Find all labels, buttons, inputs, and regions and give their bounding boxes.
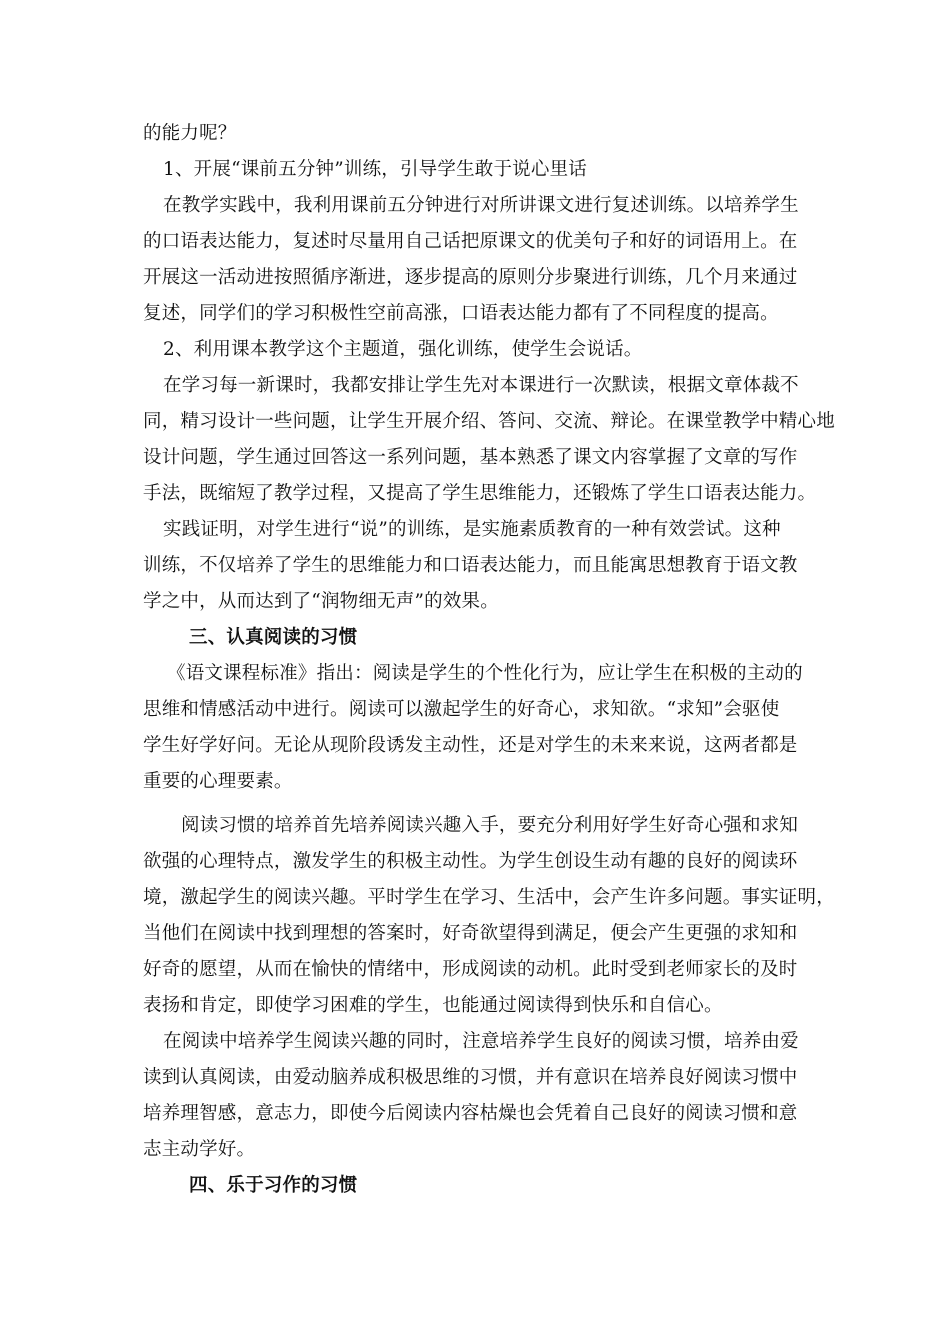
text-line: 欲强的心理特点，激发学生的积极主动性。为学生创设生动有趣的良好的阅读环 <box>143 851 798 872</box>
text-line: 培养理智感，意志力，即使今后阅读内容枯燥也会凭着自己良好的阅读习惯和意 <box>143 1103 798 1124</box>
text-line: 复述，同学们的学习积极性空前高涨，口语表达能力都有了不同程度的提高。 <box>143 303 779 324</box>
text-line: 阅读习惯的培养首先培养阅读兴趣入手，要充分利用好学生好奇心强和求知 <box>181 815 799 836</box>
text-line: 同，精习设计一些问题，让学生开展介绍、答问、交流、辩论。在课堂教学中精心地 <box>143 411 835 432</box>
text-line: 学生好学好问。无论从现阶段诱发主动性，还是对学生的未来来说，这两者都是 <box>143 735 798 756</box>
text-line: 在教学实践中，我利用课前五分钟进行对所讲课文进行复述训练。以培养学生 <box>163 195 799 216</box>
paragraph-gap <box>143 800 807 808</box>
subsection-title: 2、利用课本教学这个主题道，强化训练，使学生会说话。 <box>163 339 643 360</box>
text-line: 开展这一活动进按照循序渐进，逐步提高的原则分步聚进行训练，几个月来通过 <box>143 267 798 288</box>
text-line: 境，激起学生的阅读兴趣。平时学生在学习、生活中，会产生许多问题。事实证明， <box>143 887 835 908</box>
subsection-title: 1、开展“课前五分钟”训练，引导学生敢于说心里话 <box>163 159 587 180</box>
text-line: 设计问题，学生通过回答这一系列问题，基本熟悉了课文内容掌握了文章的写作 <box>143 447 798 468</box>
text-line: 训练，不仅培养了学生的思维能力和口语表达能力，而且能寓思想教育于语文教 <box>143 555 798 576</box>
text-line: 志主动学好。 <box>143 1139 256 1160</box>
text-line: 学之中，从而达到了“润物细无声”的效果。 <box>143 591 499 612</box>
text-line: 当他们在阅读中找到理想的答案时，好奇欲望得到满足，便会产生更强的求知和 <box>143 923 798 944</box>
text-line: 表扬和肯定，即使学习困难的学生，也能通过阅读得到快乐和自信心。 <box>143 995 723 1016</box>
text-line: 的能力呢？ <box>143 123 237 144</box>
text-line: 好奇的愿望，从而在愉快的情绪中，形成阅读的动机。此时受到老师家长的及时 <box>143 959 798 980</box>
text-line: 在学习每一新课时，我都安排让学生先对本课进行一次默读，根据文章体裁不 <box>163 375 799 396</box>
text-line: 读到认真阅读，由爱动脑养成积极思维的习惯，并有意识在培养良好阅读习惯中 <box>143 1067 798 1088</box>
text-line: 手法，既缩短了教学过程，又提高了学生思维能力，还锻炼了学生口语表达能力。 <box>143 483 817 504</box>
text-line: 《语文课程标准》指出：阅读是学生的个性化行为，应让学生在积极的主动的 <box>167 663 803 684</box>
text-line: 实践证明，对学生进行“说”的训练，是实施素质教育的一种有效尝试。这种 <box>163 519 781 540</box>
text-line: 的口语表达能力，复述时尽量用自己话把原课文的优美句子和好的词语用上。在 <box>143 231 798 252</box>
section-heading: 三、认真阅读的习惯 <box>189 627 358 648</box>
document-body <box>143 116 835 1204</box>
section-heading: 四、乐于习作的习惯 <box>189 1175 358 1196</box>
text-line: 思维和情感活动中进行。阅读可以激起学生的好奇心，求知欲。“求知”会驱使 <box>143 699 780 720</box>
text-line: 重要的心理要素。 <box>143 771 293 792</box>
text-line: 在阅读中培养学生阅读兴趣的同时，注意培养学生良好的阅读习惯，培养由爱 <box>163 1031 799 1052</box>
